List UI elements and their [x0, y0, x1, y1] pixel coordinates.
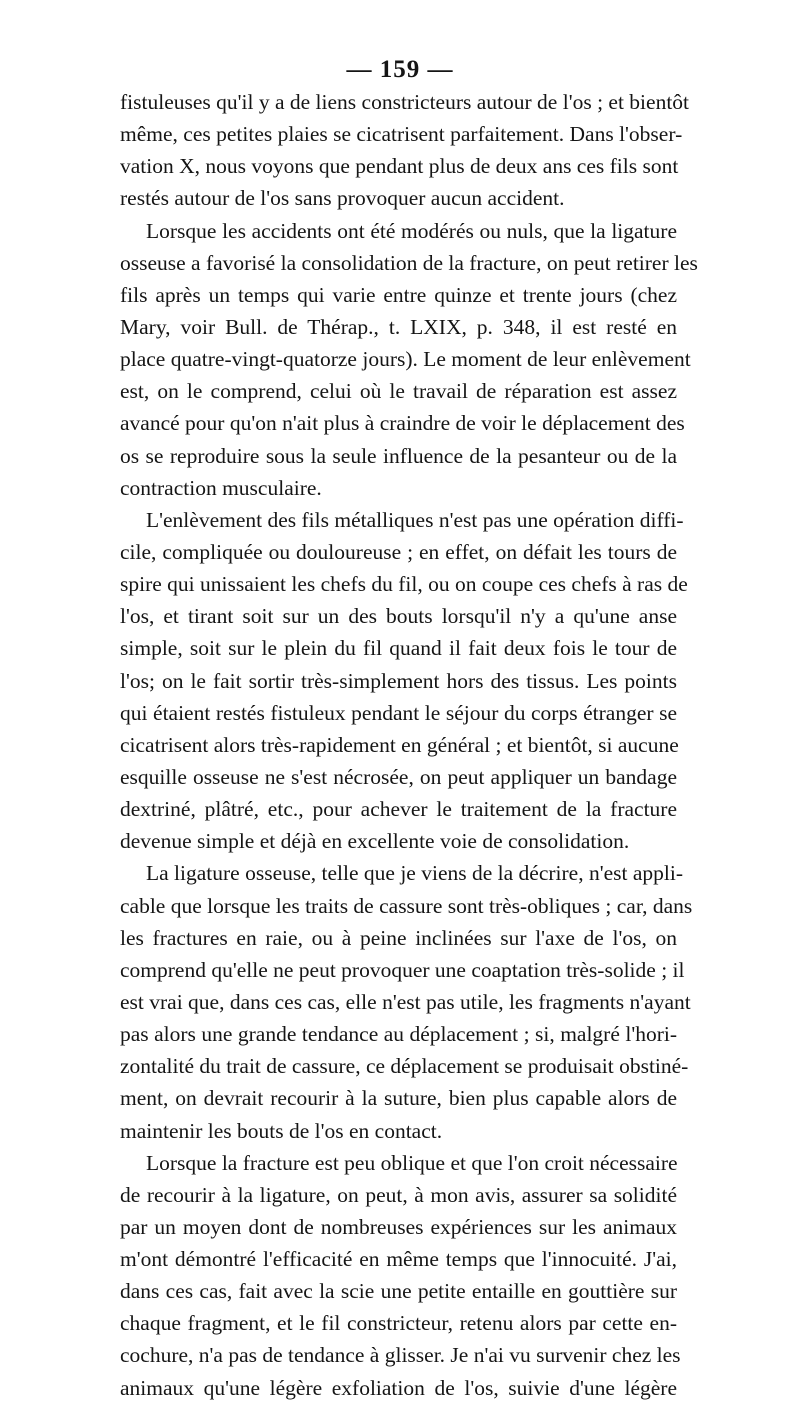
text-line: animaux qu'une légère exfoliation de l'os, suivie d'une légère: [120, 1375, 677, 1400]
text-line: Lorsque la fracture est peu oblique et que l'on croit nécessaire: [146, 1150, 678, 1175]
text-line: cable que lorsque les traits de cassure sont très-obliques ; car, dans: [120, 893, 693, 918]
text-line: restés autour de l'os sans provoquer aucun accident.: [120, 186, 565, 211]
text-line: m'ont démontré l'efficacité en même temps que l'innocuité. J'ai,: [120, 1247, 677, 1272]
text-line: cicatrisent alors très-rapidement en général ; et bientôt, si aucune: [120, 732, 679, 757]
text-line: esquille osseuse ne s'est nécrosée, on peut appliquer un bandage: [120, 764, 677, 789]
text-line: chaque fragment, et le fil constricteur, retenu alors par cette en-: [120, 1311, 677, 1336]
text-line: Lorsque les accidents ont été modérés ou nuls, que la ligature: [146, 218, 677, 243]
text-line: zontalité du trait de cassure, ce déplacement se produisait obstiné-: [120, 1054, 689, 1079]
text-line: pas alors une grande tendance au déplacement ; si, malgré l'hori-: [120, 1022, 677, 1047]
text-line: ment, on devrait recourir à la suture, bien plus capable alors de: [120, 1086, 677, 1111]
body-text: [120, 86, 698, 1404]
text-line: vation X, nous voyons que pendant plus de deux ans ces fils sont: [120, 154, 679, 179]
text-line: par un moyen dont de nombreuses expériences sur les animaux: [120, 1214, 677, 1239]
text-line: l'os, et tirant soit sur un des bouts lorsqu'il n'y a qu'une anse: [120, 604, 677, 629]
text-line: qui étaient restés fistuleux pendant le séjour du corps étranger se: [120, 700, 677, 725]
text-line: contraction musculaire.: [120, 475, 322, 500]
text-line: simple, soit sur le plein du fil quand il fait deux fois le tour de: [120, 636, 677, 661]
text-line: fistuleuses qu'il y a de liens constricteurs autour de l'os ; et bientôt: [120, 90, 690, 114]
text-line: de recourir à la ligature, on peut, à mon avis, assurer sa solidité: [120, 1182, 677, 1207]
text-line: osseuse a favorisé la consolidation de la fracture, on peut retirer les: [120, 250, 698, 275]
text-line: dans ces cas, fait avec la scie une petite entaille en gouttière sur: [120, 1279, 677, 1304]
text-line: maintenir les bouts de l'os en contact.: [120, 1118, 443, 1143]
text-line: l'os; on le fait sortir très-simplement hors des tissus. Les points: [120, 668, 677, 693]
text-line: avancé pour qu'on n'ait plus à craindre de voir le déplacement des: [120, 411, 685, 436]
text-line: Mary, voir Bull. de Thérap., t. LXIX, p. 348, il est resté en: [120, 314, 677, 339]
text-line: fils après un temps qui varie entre quinze et trente jours (chez: [120, 282, 677, 307]
text-line: les fractures en raie, ou à peine inclinées sur l'axe de l'os, on: [120, 925, 677, 950]
text-line: La ligature osseuse, telle que je viens de la décrire, n'est appli-: [146, 861, 683, 886]
page-number: — 159 —: [346, 56, 454, 83]
text-line: même, ces petites plaies se cicatrisent parfaitement. Dans l'obser-: [120, 122, 683, 147]
text-line: L'enlèvement des fils métalliques n'est pas une opération diffi-: [146, 507, 684, 532]
text-line: est, on le comprend, celui où le travail de réparation est assez: [120, 379, 677, 404]
text-line: os se reproduire sous la seule influence de la pesanteur ou de la: [120, 443, 677, 468]
text-line: place quatre-vingt-quatorze jours). Le moment de leur enlèvement: [120, 347, 691, 372]
text-line: est vrai que, dans ces cas, elle n'est pas utile, les fragments n'ayant: [120, 989, 691, 1014]
text-line: devenue simple et déjà en excellente voie de consolidation.: [120, 829, 630, 854]
text-line: cochure, n'a pas de tendance à glisser. Je n'ai vu survenir chez les: [120, 1343, 681, 1368]
text-line: comprend qu'elle ne peut provoquer une coaptation très-solide ; il: [120, 957, 685, 982]
text-line: dextriné, plâtré, etc., pour achever le traitement de la fracture: [120, 797, 677, 822]
text-line: spire qui unissaient les chefs du fil, ou on coupe ces chefs à ras de: [120, 572, 688, 597]
text-line: cile, compliquée ou douloureuse ; en effet, on défait les tours de: [120, 539, 677, 564]
